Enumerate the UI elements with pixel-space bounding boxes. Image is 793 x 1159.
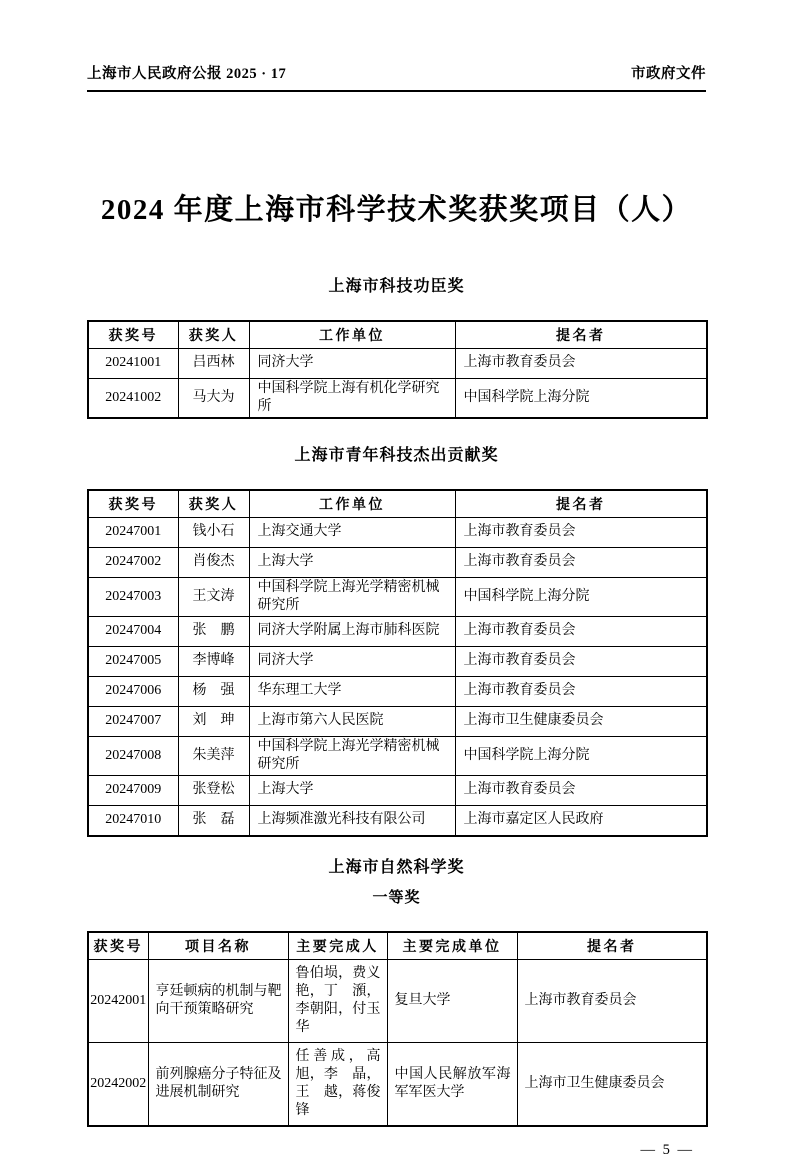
section-merit-award bbox=[87, 277, 706, 419]
table-cell: 上海市教育委员会 bbox=[455, 676, 707, 706]
table-cell: 同济大学附属上海市肺科医院 bbox=[249, 616, 455, 646]
table-row bbox=[88, 616, 707, 646]
table-cell: 上海市教育委员会 bbox=[455, 775, 707, 805]
table-cell: 张 鹏 bbox=[178, 616, 249, 646]
table-cell: 任善成，高 旭，李 晶，王 越，蒋俊锋 bbox=[288, 1042, 387, 1126]
table-cell: 20247006 bbox=[88, 676, 178, 706]
table-cell: 20241002 bbox=[88, 378, 178, 418]
table-cell: 上海市卫生健康委员会 bbox=[455, 706, 707, 736]
column-header-nominator: 提名者 bbox=[455, 321, 707, 349]
table-row bbox=[88, 348, 707, 378]
table-cell: 上海大学 bbox=[249, 547, 455, 577]
table-cell: 张 磊 bbox=[178, 805, 249, 836]
column-header-award-no: 获奖号 bbox=[88, 490, 178, 518]
table-cell: 20247001 bbox=[88, 517, 178, 547]
table-cell: 吕西林 bbox=[178, 348, 249, 378]
table-row bbox=[88, 676, 707, 706]
table-cell: 朱美萍 bbox=[178, 736, 249, 775]
column-header-award-no: 获奖号 bbox=[88, 932, 148, 960]
column-header-work-unit: 工作单位 bbox=[249, 321, 455, 349]
table-cell: 20242002 bbox=[88, 1042, 148, 1126]
column-header-awardee: 获奖人 bbox=[178, 321, 249, 349]
section-natural-science-award bbox=[87, 858, 706, 1127]
table-cell: 20247003 bbox=[88, 577, 178, 616]
table-cell: 刘 珅 bbox=[178, 706, 249, 736]
table-cell: 鲁伯埙，费义艳，丁 澦，李朝阳，付玉华 bbox=[288, 959, 387, 1042]
table-cell: 20241001 bbox=[88, 348, 178, 378]
gazette-issue-label: 上海市人民政府公报 2025 · 17 bbox=[87, 66, 287, 82]
table-row bbox=[88, 775, 707, 805]
table-cell: 上海市教育委员会 bbox=[455, 616, 707, 646]
column-header-awardee: 获奖人 bbox=[178, 490, 249, 518]
table-cell: 复旦大学 bbox=[387, 959, 517, 1042]
table-cell: 上海大学 bbox=[249, 775, 455, 805]
table-cell: 李博峰 bbox=[178, 646, 249, 676]
table-cell: 上海市教育委员会 bbox=[455, 348, 707, 378]
table-cell: 马大为 bbox=[178, 378, 249, 418]
table-row bbox=[88, 547, 707, 577]
table-cell: 中国人民解放军海军军医大学 bbox=[387, 1042, 517, 1126]
table-header-row bbox=[88, 932, 707, 960]
table-cell: 中国科学院上海有机化学研究所 bbox=[249, 378, 455, 418]
page-header bbox=[87, 0, 706, 92]
table-cell: 上海市教育委员会 bbox=[455, 517, 707, 547]
table-cell: 20247010 bbox=[88, 805, 178, 836]
table-header-row bbox=[88, 321, 707, 349]
table-cell: 上海市教育委员会 bbox=[455, 547, 707, 577]
column-header-award-no: 获奖号 bbox=[88, 321, 178, 349]
table-cell: 中国科学院上海分院 bbox=[455, 577, 707, 616]
table-row bbox=[88, 1042, 707, 1126]
table-row bbox=[88, 959, 707, 1042]
table-cell: 20247005 bbox=[88, 646, 178, 676]
column-header-main-unit: 主要完成单位 bbox=[387, 932, 517, 960]
section-heading: 上海市自然科学奖 bbox=[328, 858, 465, 876]
table-cell: 华东理工大学 bbox=[249, 676, 455, 706]
table-cell: 20247007 bbox=[88, 706, 178, 736]
table-cell: 上海市教育委员会 bbox=[517, 959, 707, 1042]
table-cell: 20242001 bbox=[88, 959, 148, 1042]
table-cell: 20247004 bbox=[88, 616, 178, 646]
table-cell: 上海频准激光科技有限公司 bbox=[249, 805, 455, 836]
section-heading: 上海市青年科技杰出贡献奖 bbox=[294, 446, 499, 464]
table-cell: 前列腺癌分子特征及进展机制研究 bbox=[148, 1042, 288, 1126]
table-cell: 上海市嘉定区人民政府 bbox=[455, 805, 707, 836]
table-row bbox=[88, 517, 707, 547]
table-cell: 20247008 bbox=[88, 736, 178, 775]
table-cell: 亨廷顿病的机制与靶向干预策略研究 bbox=[148, 959, 288, 1042]
table-cell: 中国科学院上海分院 bbox=[455, 378, 707, 418]
document-category-label: 市政府文件 bbox=[631, 66, 706, 82]
table-cell: 上海市第六人民医院 bbox=[249, 706, 455, 736]
table-cell: 同济大学 bbox=[249, 646, 455, 676]
page-number: — 5 — bbox=[640, 1141, 694, 1158]
youth-award-table bbox=[87, 489, 708, 837]
table-cell: 上海交通大学 bbox=[249, 517, 455, 547]
natural-science-award-table bbox=[87, 931, 708, 1127]
column-header-nominator: 提名者 bbox=[517, 932, 707, 960]
table-row bbox=[88, 805, 707, 836]
table-cell: 上海市教育委员会 bbox=[455, 646, 707, 676]
page-title: 2024 年度上海市科学技术奖获奖项目（人） bbox=[100, 194, 693, 226]
award-grade-heading: 一等奖 bbox=[372, 889, 421, 906]
column-header-project-name: 项目名称 bbox=[148, 932, 288, 960]
table-cell: 钱小石 bbox=[178, 517, 249, 547]
table-row bbox=[88, 706, 707, 736]
table-cell: 王文涛 bbox=[178, 577, 249, 616]
table-cell: 中国科学院上海光学精密机械研究所 bbox=[249, 577, 455, 616]
merit-award-table bbox=[87, 320, 708, 419]
section-heading: 上海市科技功臣奖 bbox=[328, 277, 465, 295]
table-row bbox=[88, 577, 707, 616]
column-header-work-unit: 工作单位 bbox=[249, 490, 455, 518]
table-cell: 张登松 bbox=[178, 775, 249, 805]
table-row bbox=[88, 378, 707, 418]
table-cell: 中国科学院上海光学精密机械研究所 bbox=[249, 736, 455, 775]
table-row bbox=[88, 646, 707, 676]
column-header-main-completers: 主要完成人 bbox=[288, 932, 387, 960]
table-cell: 20247002 bbox=[88, 547, 178, 577]
table-cell: 20247009 bbox=[88, 775, 178, 805]
table-cell: 肖俊杰 bbox=[178, 547, 249, 577]
table-cell: 上海市卫生健康委员会 bbox=[517, 1042, 707, 1126]
column-header-nominator: 提名者 bbox=[455, 490, 707, 518]
section-youth-award bbox=[87, 446, 706, 837]
table-row bbox=[88, 736, 707, 775]
table-cell: 杨 强 bbox=[178, 676, 249, 706]
table-header-row bbox=[88, 490, 707, 518]
table-cell: 中国科学院上海分院 bbox=[455, 736, 707, 775]
table-cell: 同济大学 bbox=[249, 348, 455, 378]
